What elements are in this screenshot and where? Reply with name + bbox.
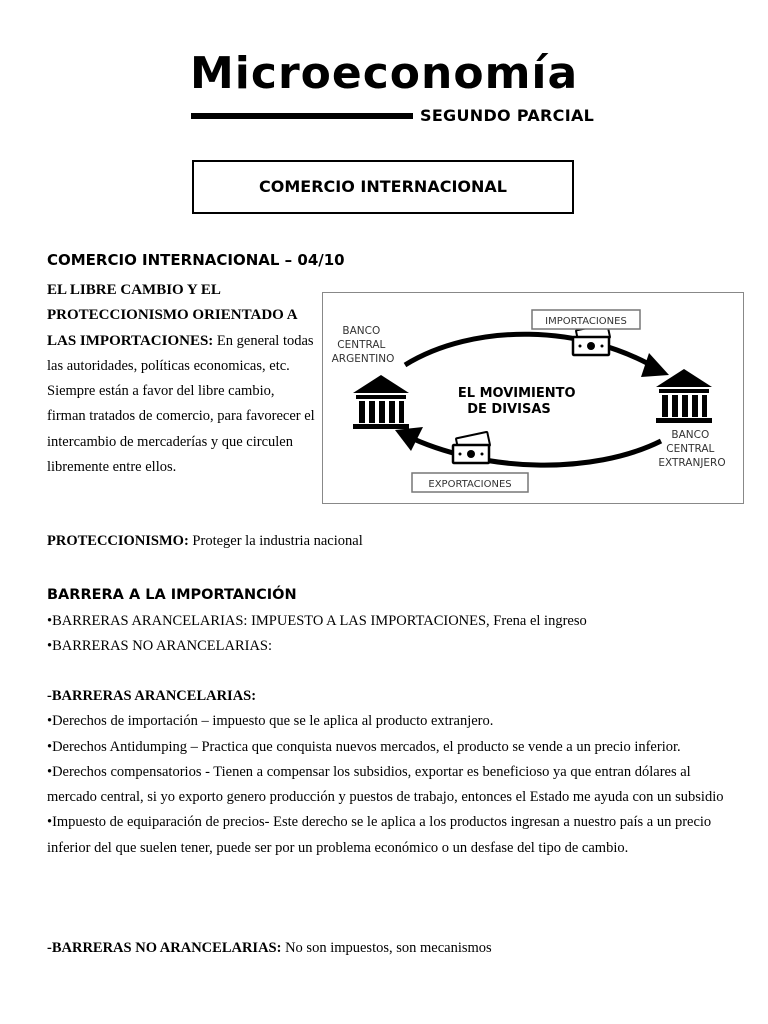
no-arancelarias-label: -BARRERAS NO ARANCELARIAS: — [47, 940, 282, 956]
right-bank-label-1: BANCO — [671, 429, 710, 441]
barrera-item: •BARRERAS NO ARANCELARIAS: — [47, 638, 273, 655]
intro-paragraph — [47, 278, 315, 480]
arancelarias-item: •Derechos compensatorios - Tienen a compensar los subsidios, exportar es beneficioso ya que entran dólares al mercado central, si yo exporto genero producción y puestos de trabajo, entonces el Estado me ayuda con un subsidio — [47, 763, 724, 806]
import-arrowhead — [641, 353, 669, 377]
barrera-heading: BARRERA A LA IMPORTANCIÓN — [47, 587, 297, 603]
svg-text:BANCO CENTRAL EXTR — [658, 429, 725, 469]
page-title: Microeconomía — [190, 48, 579, 99]
arancelarias-item: •Impuesto de equiparación de precios- Este derecho se le aplica a los productos ingresan a nuestro país a un precio inferior del que suelen tener, puede ser por un problema económico o un desfase del tipo de cambio. — [47, 814, 712, 856]
diagram-svg — [323, 293, 743, 503]
right-bank-label-2: CENTRAL — [666, 443, 715, 455]
arancelarias-item: •Derechos de importación – impuesto que se le aplica al producto extranjero. — [47, 713, 494, 730]
center-label-2: DE DIVISAS — [467, 402, 551, 417]
svg-text:BANCO CENTRAL ARGE — [332, 325, 395, 365]
exportaciones-label: EXPORTACIONES — [428, 479, 512, 490]
section-heading: COMERCIO INTERNACIONAL – 04/10 — [47, 251, 345, 269]
arancelarias-heading: -BARRERAS ARANCELARIAS: — [47, 688, 257, 704]
no-arancelarias-line — [47, 936, 727, 961]
barrera-list — [47, 609, 727, 660]
intro-bold-label: EL LIBRE CAMBIO Y EL PROTECCIONISMO ORIENTADO A LAS IMPORTACIONES: — [47, 282, 297, 349]
proteccionismo-label: PROTECCIONISMO: — [47, 533, 189, 549]
arancelarias-section — [47, 684, 727, 861]
right-bank-label-3: EXTRANJERO — [658, 457, 726, 469]
import-flow-arrow — [405, 334, 661, 371]
left-bank-label-1: BANCO — [342, 325, 381, 337]
proteccionismo-text: Proteger la industria nacional — [188, 533, 363, 549]
center-label-1: EL MOVIMIENTO — [457, 386, 576, 401]
svg-text:EL MOVIMIENTO DE DIVISAS — [458, 386, 580, 417]
bank-icon-right — [656, 369, 712, 423]
intro-text: En general todas las autoridades, políticas economicas, etc. Siempre están a favor del libre cambio, firman tratados de comercio, para favorecer el intercambio de mercaderías y que circulen libremente entre ellos. — [47, 332, 315, 476]
currency-flow-diagram — [322, 292, 744, 504]
left-bank-label-2: CENTRAL — [337, 339, 386, 351]
barrera-item: •BARRERAS ARANCELARIAS: IMPUESTO A LAS IMPORTACIONES, Frena el ingreso — [47, 613, 587, 629]
topic-box-title: COMERCIO INTERNACIONAL — [259, 177, 507, 196]
no-arancelarias-text: No son impuestos, son mecanismos — [281, 940, 492, 956]
importaciones-label: IMPORTACIONES — [545, 316, 627, 327]
arancelarias-item: •Derechos Antidumping – Practica que conquista nuevos mercados, el producto se vende a un precio inferior. — [47, 738, 681, 755]
bank-icon-left — [353, 375, 409, 429]
money-icon-export — [453, 432, 490, 463]
title-underline — [191, 113, 413, 119]
left-bank-label-3: ARGENTINO — [331, 353, 395, 365]
page-subtitle: SEGUNDO PARCIAL — [420, 106, 595, 125]
topic-box — [192, 160, 574, 214]
proteccionismo-line — [47, 529, 727, 554]
export-flow-arrow — [405, 435, 661, 465]
